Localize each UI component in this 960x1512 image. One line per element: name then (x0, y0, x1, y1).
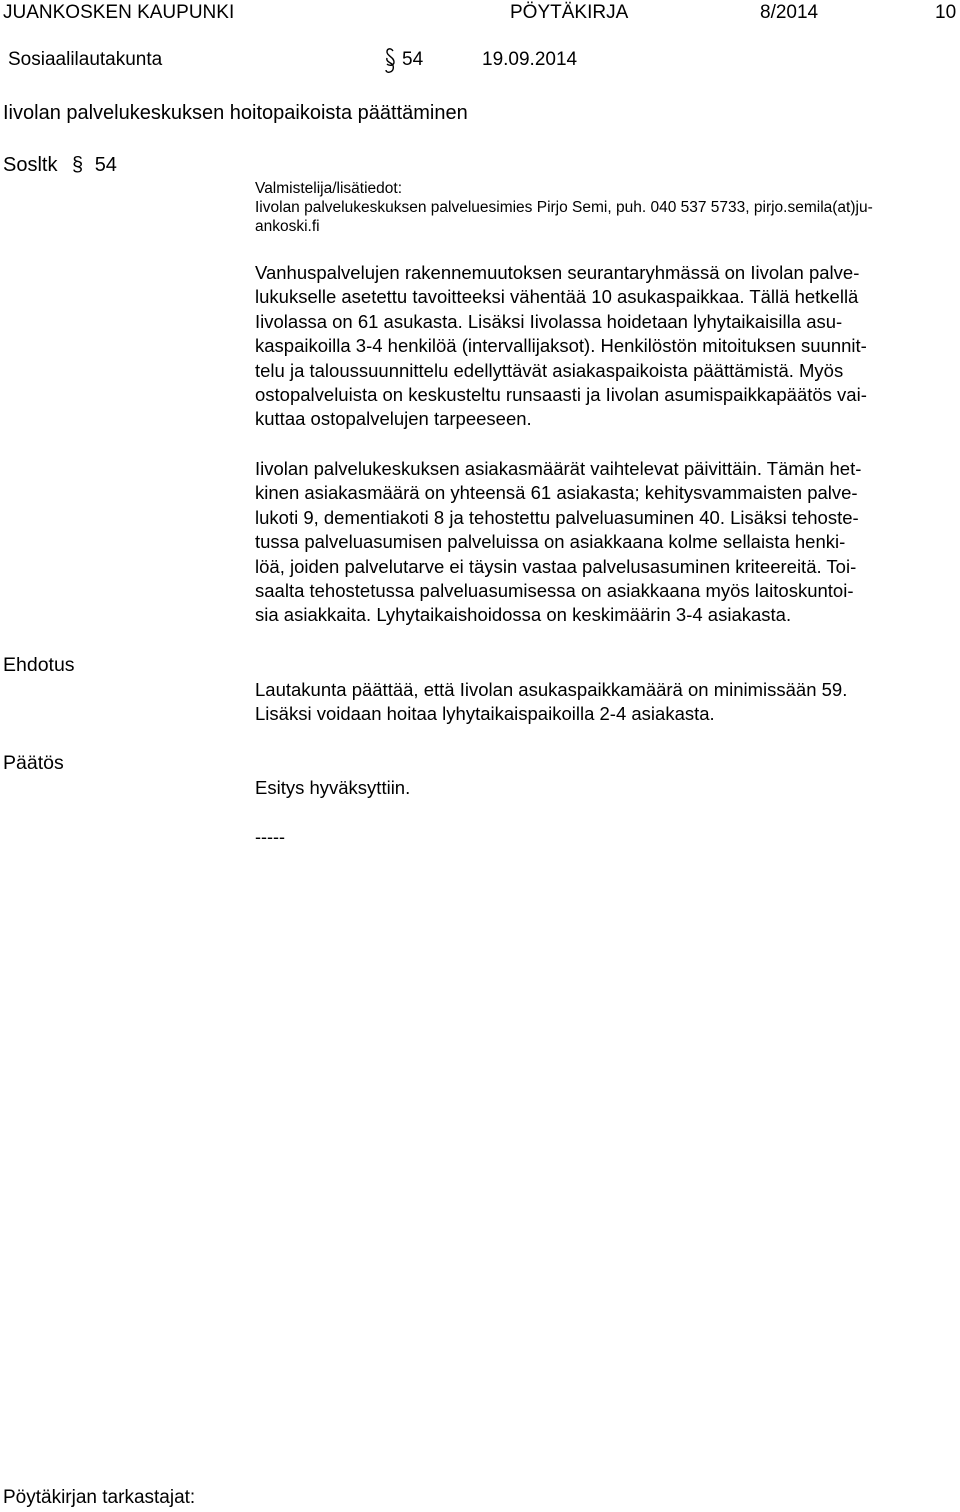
page-number: 10 (935, 2, 957, 23)
paragraph-line: kaspaikoilla 3-4 henkilöä (intervallijaksot). Henkilöstön mitoituksen suunnit- (255, 335, 867, 357)
paragraph-line: telu ja taloussuunnittelu edellyttävät asiakaspaikoista päättämistä. Myös (255, 359, 844, 381)
decision-text (255, 776, 955, 800)
section-abbrev: Sosltk (3, 154, 58, 176)
paragraph-line: Vanhuspalvelujen rakennemuutoksen seurantaryhmässä on Iivolan palve- (255, 262, 860, 283)
committee-name: Sosiaalilautakunta (8, 49, 163, 70)
paragraph-line: ostopalveluista on keskusteltu runsaasti ja Iivolan asumispaikkapäätös vai- (255, 384, 867, 406)
section-sign-icon (384, 47, 396, 75)
section-label (3, 154, 57, 177)
paragraph-line: Iivolassa on 61 asukasta. Lisäksi Iivolassa hoidetaan lyhytaikaisilla asu- (255, 310, 843, 332)
paragraph-line: kinen asiakasmäärä on yhteensä 61 asiakasta; kehitysvammaisten palve- (255, 482, 858, 504)
document-type: PÖYTÄKIRJA (510, 2, 629, 23)
paragraph-line: kuttaa ostopalvelujen tarpeeseen. (255, 408, 532, 430)
header-section-number: 54 (402, 49, 424, 70)
paragraph-2 (255, 457, 955, 628)
proposal-line: Lautakunta päättää, että Iivolan asukaspaikkamäärä on minimissään 59. (255, 679, 848, 700)
section-number: 54 (94, 154, 117, 176)
organization-name: JUANKOSKEN KAUPUNKI (3, 2, 235, 23)
paragraph-line: saalta tehostetussa palveluasumisessa on asiakkaana myös laitoskuntoi- (255, 580, 854, 602)
paragraph-line: löä, joiden palvelutarve ei täysin vastaa palvelusasuminen kriteereitä. Toi- (255, 555, 857, 577)
paragraph-line: lukoti 9, dementiakoti 8 ja tehostettu palveluasuminen 40. Lisäksi tehoste- (255, 506, 859, 528)
section-sign: § (72, 154, 84, 176)
meeting-date: 19.09.2014 (482, 49, 578, 70)
section-number-group (72, 154, 117, 177)
paragraph-line: sia asiakkaita. Lyhytaikaishoidossa on keskimäärin 3-4 asiakasta. (255, 604, 792, 626)
paragraph-1 (255, 261, 955, 432)
paragraph-line: Iivolan palvelukeskuksen asiakasmäärät vaihtelevat päivittäin. Tämän het- (255, 458, 862, 479)
proposal-label: Ehdotus (3, 654, 75, 676)
separator: ----- (255, 827, 285, 847)
preparer-label: Valmistelija/lisätiedot: (255, 180, 403, 197)
decision-label: Päätös (3, 752, 64, 774)
paragraph-line: tussa palveluasumisen palveluissa on asiakkaana kolme sellaista henki- (255, 531, 846, 553)
proposal-text (255, 678, 955, 727)
meeting-number: 8/2014 (760, 2, 819, 23)
page-title: Iivolan palvelukeskuksen hoitopaikoista päättäminen (3, 102, 468, 124)
preparer-line-2: ankoski.fi (255, 218, 320, 235)
preparer-line-1: Iivolan palvelukeskuksen palveluesimies Pirjo Semi, puh. 040 537 5733, pirjo.semila(at)ju- (255, 199, 873, 216)
footer-reviewers-label: Pöytäkirjan tarkastajat: (3, 1487, 196, 1508)
proposal-line: Lisäksi voidaan hoitaa lyhytaikaispaikoilla 2-4 asiakasta. (255, 703, 715, 725)
decision-line: Esitys hyväksyttiin. (255, 777, 411, 798)
paragraph-line: lukukselle asetettu tavoitteeksi vähentää 10 asukaspaikkaa. Tällä hetkellä (255, 286, 859, 308)
